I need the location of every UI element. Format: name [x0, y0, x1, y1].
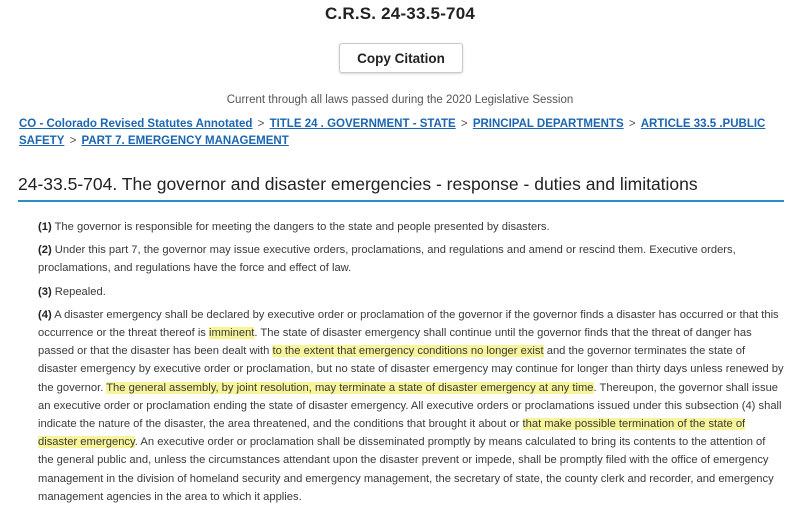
subsection-text: A disaster emergency shall be declared by executive order or proclamation of the governor if the governor finds a disaster has occurred or that this occurrence or the threat thereof is [38, 308, 779, 340]
highlighted-text: to the extent that emergency conditions no longer exist [272, 345, 544, 358]
breadcrumb-separator: > [257, 118, 265, 130]
citation-title: C.R.S. 24-33.5-704 [324, 4, 476, 23]
subsection-text: Repealed. [54, 285, 106, 298]
subsection-1 [38, 218, 784, 236]
subsection-4 [38, 306, 784, 506]
breadcrumb-link-statutes[interactable]: CO - Colorado Revised Statutes Annotated [19, 118, 253, 130]
subsection-number: (3) [38, 285, 52, 298]
section-heading: 24-33.5-704. The governor and disaster emergencies - response - duties and limitations [18, 174, 784, 202]
subsection-text: Under this part 7, the governor may issue executive orders, proclamations, and regulations and amend or rescind them. Executive orders, proclamations, and regulations have the force and effect of law. [38, 244, 736, 275]
subsection-text: . Thereupon, the governor shall issue an executive order or proclamation ending the state of disaster emergency. All executive orders or proclamations issued under this subsection (4) shall indicate the nature of the disaster, the area threatened, and the conditions that brought it about or [38, 381, 782, 431]
highlighted-text: that make possible termination of the state of disaster emergency [38, 418, 746, 449]
breadcrumb-link-title-24[interactable]: TITLE 24 . GOVERNMENT - STATE [269, 118, 456, 130]
highlighted-text: imminent [209, 327, 255, 340]
breadcrumb-link-article-33-5[interactable]: ARTICLE 33.5 .PUBLIC SAFETY [19, 118, 766, 147]
breadcrumb-link-part-7[interactable]: PART 7. EMERGENCY MANAGEMENT [81, 135, 289, 147]
breadcrumb-separator: > [69, 135, 77, 147]
breadcrumb-separator: > [628, 118, 636, 130]
subsection-text: The governor is responsible for meeting the dangers to the state and people presented by disasters. [54, 221, 550, 233]
breadcrumb [19, 116, 789, 150]
statute-body [38, 218, 784, 511]
subsection-2 [38, 241, 784, 277]
subsection-text: . An executive order or proclamation shall be disseminated promptly by means calculated to bring its contents to the attention of the general public and, unless the circumstances attendant upon the disaster prevent or impede, shall be promptly filed with the office of emergency management in the division of homeland security and emergency management, the secretary of state, the county clerk and recorder, and emergency management agencies in the area to which it applies. [38, 436, 774, 503]
breadcrumb-link-principal-departments[interactable]: PRINCIPAL DEPARTMENTS [472, 118, 624, 130]
subsection-number: (1) [38, 221, 52, 233]
breadcrumb-separator: > [460, 118, 468, 130]
subsection-3 [38, 283, 784, 301]
subsection-number: (4) [38, 308, 52, 321]
currency-note: Current through all laws passed during the 2020 Legislative Session [226, 94, 574, 106]
subsection-text: . The state of disaster emergency shall continue until the governor finds that the threat of danger has passed or that the disaster has been dealt with [38, 327, 752, 358]
subsection-number: (2) [38, 244, 52, 257]
highlighted-text: The general assembly, by joint resolution, may terminate a state of disaster emergency at any time [106, 381, 594, 394]
subsection-text: and the governor terminates the state of disaster emergency by executive order or proclamation, but no state of disaster emergency may continue for longer than thirty days unless renewed by the governor. [38, 345, 784, 394]
copy-citation-button[interactable]: Copy Citation [339, 43, 463, 73]
